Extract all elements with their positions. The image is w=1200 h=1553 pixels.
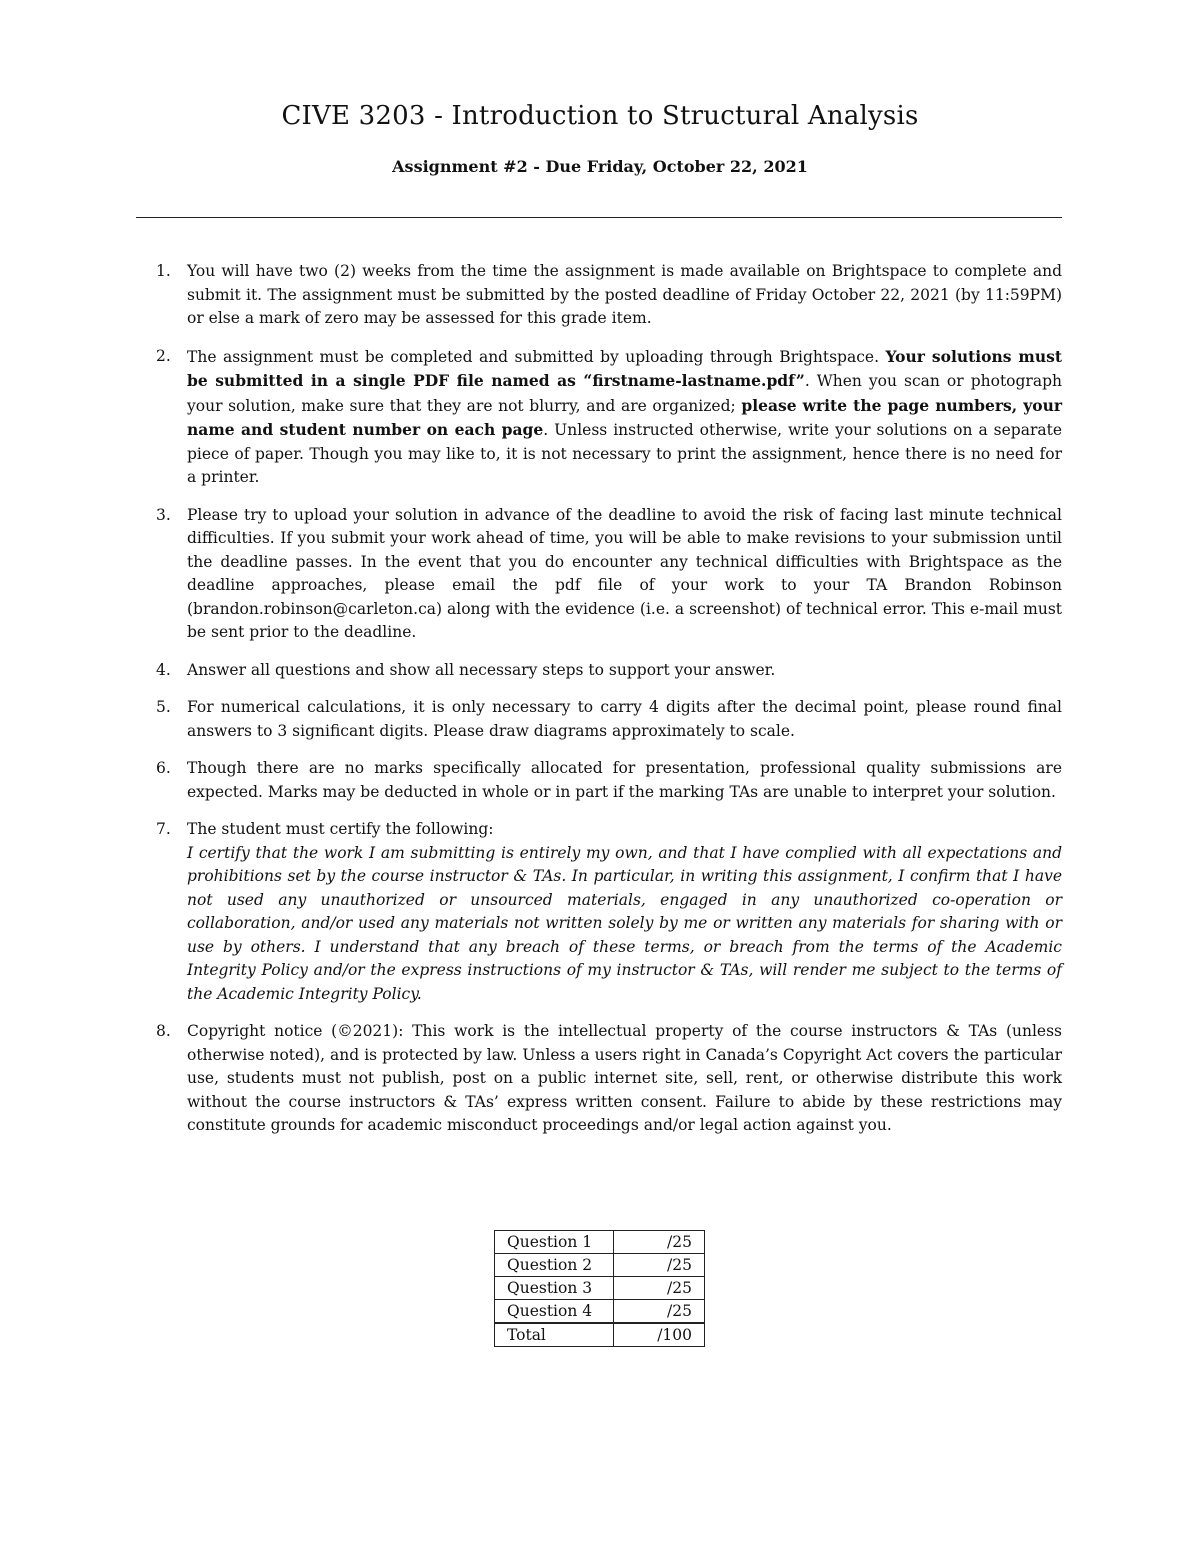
- item-text: Please try to upload your solution in advance of the deadline to avoid the risk of facing last minute technical difficulties. If you submit your work ahead of time, you will be able to make revisions to your submission until the deadline passes. In the event that you do encounter any technical difficulties with Brightspace as the deadline approaches, please email the pdf file of your work to your TA Brandon Robinson (brandon.robinson@carleton.ca) along with the evidence (i.e. a screenshot) of technical error. This e-mail must be sent prior to the deadline.: [187, 505, 1062, 641]
- item-text: Copyright notice (©2021): This work is the intellectual property of the course instructors & TAs (unless otherwise noted), and is protected by law. Unless a users right in Canada’s Copyright Act covers the particular use, students must not publish, post on a public internet site, sell, rent, or otherwise distribute this work without the course instructors & TAs’ express written consent. Failure to abide by these restrictions may constitute grounds for academic misconduct proceedings and/or legal action against you.: [187, 1022, 1062, 1134]
- question-label: Question 2: [495, 1254, 614, 1277]
- page-title: CIVE 3203 - Introduction to Structural Analysis: [281, 101, 919, 131]
- item-number: 5.: [156, 698, 171, 716]
- instruction-item-4: [136, 659, 1062, 683]
- question-mark: /25: [614, 1231, 705, 1254]
- item-text: . When you scan or photograph your solution, make sure that they are not blurry, and are organized;: [187, 372, 1062, 415]
- question-label: Question 1: [495, 1231, 614, 1254]
- item-text: The assignment must be completed and submitted by uploading through Brightspace.: [187, 347, 886, 366]
- item-bold-text: Your solutions must be submitted in a single PDF file named as “firstname-lastname.pdf”: [187, 346, 1062, 390]
- item-text: Though there are no marks specifically allocated for presentation, professional quality submissions are expected. Marks may be deducted in whole or in part if the marking TAs are unable to interpret your solution.: [187, 759, 1062, 801]
- item-number: 3.: [156, 505, 171, 524]
- table-row: [495, 1231, 705, 1254]
- item-bold-text: please write the page numbers, your name and student number on each page: [187, 395, 1063, 439]
- item-number: 1.: [156, 262, 171, 280]
- instruction-item-2: [136, 345, 1062, 490]
- instruction-item-5: [136, 696, 1062, 743]
- question-mark: /25: [614, 1300, 705, 1324]
- total-row: [495, 1323, 705, 1347]
- total-label: Total: [495, 1323, 614, 1347]
- item-number: 4.: [156, 660, 171, 679]
- item-text: For numerical calculations, it is only necessary to carry 4 digits after the decimal point, please round final answers to 3 significant digits. Please draw diagrams approximately to scale.: [187, 698, 1062, 740]
- assignment-subtitle: Assignment #2 - Due Friday, October 22, 2021: [392, 157, 808, 176]
- item-text: . Unless instructed otherwise, write your solutions on a separate piece of paper. Though you may like to, it is not necessary to print the assignment, hence there is no need for a printer.: [187, 421, 1062, 486]
- item-number: 6.: [156, 759, 171, 777]
- item-number: 8.: [156, 1022, 171, 1040]
- instructions-list: [136, 260, 1062, 1152]
- question-mark: /25: [614, 1277, 705, 1300]
- item-text: Answer all questions and show all necessary steps to support your answer.: [187, 660, 776, 679]
- item-text: The student must certify the following:: [187, 820, 494, 838]
- instruction-item-8: [136, 1020, 1062, 1138]
- item-text: You will have two (2) weeks from the time the assignment is made available on Brightspace to complete and submit it. The assignment must be submitted by the posted deadline of Friday October 22, 2021 (by 11:59PM) or else a mark of zero may be assessed for this grade item.: [187, 262, 1062, 327]
- instruction-item-1: [136, 260, 1062, 331]
- question-label: Question 4: [495, 1300, 614, 1324]
- item-number: 2.: [156, 346, 171, 365]
- instruction-item-6: [136, 757, 1062, 804]
- question-mark: /25: [614, 1254, 705, 1277]
- total-mark: /100: [614, 1323, 705, 1347]
- instruction-item-3: [136, 504, 1062, 645]
- header-divider: [136, 217, 1062, 218]
- item-number: 7.: [156, 820, 171, 838]
- table-row: [495, 1277, 705, 1300]
- certification-statement: I certify that the work I am submitting is entirely my own, and that I have complied with all expectations and prohibitions set by the course instructor & TAs. In particular, in writing this assignment, I confirm that I have not used any unauthorized or unsourced materials, engaged in any unauthorized co-operation or collaboration, and/or used any materials not written solely by me or written any materials for sharing with or use by others. I understand that any breach of these terms, or breach from the terms of the Academic Integrity Policy and/or the express instructions of my instructor & TAs, will render me subject to the terms of the Academic Integrity Policy.: [187, 843, 1062, 1003]
- instruction-item-7: [136, 818, 1062, 1006]
- grade-table: [494, 1230, 705, 1347]
- table-row: [495, 1254, 705, 1277]
- table-row: [495, 1300, 705, 1324]
- question-label: Question 3: [495, 1277, 614, 1300]
